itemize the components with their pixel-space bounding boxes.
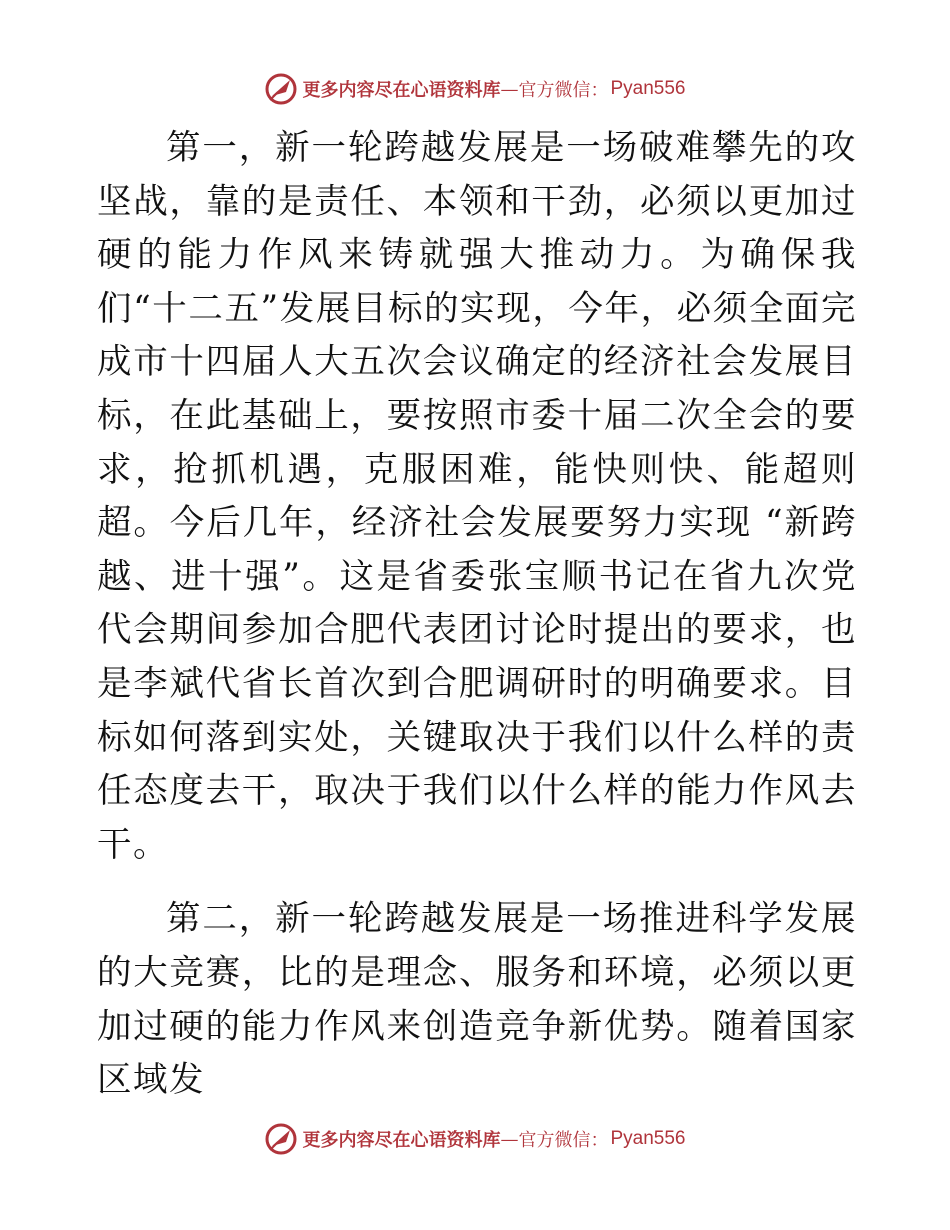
paragraph-1: 第一，新一轮跨越发展是一场破难攀先的攻坚战，靠的是责任、本领和干劲，必须以更加过硬的能力作风来铸就强大推动力。为确保我们“十二五”发展目标的实现，今年，必须全面完成市十四届人大五次会议确定的经济社会发展目标，在此基础上，要按照市委十届二次全会的要求，抢抓机遇，克服困难，能快则快、能超则超。今后几年，经济社会发展要努力实现 “新跨越、进十强”。这是省委张宝顺书记在省九次党代会期间参加合肥代表团讨论时提出的要求，也是李斌代省长首次到合肥调研时的明确要求。目标如何落到实处，关键取决于我们以什么样的责任态度去干，取决于我们以什么样的能力作风去干。: [97, 128, 857, 865]
quill-logo-icon: [264, 72, 298, 106]
banner-text: 更多内容尽在心语资料库: [302, 80, 501, 101]
footer-banner: [0, 1122, 950, 1156]
banner-separator: —: [500, 1128, 519, 1150]
banner-label: 官方微信：: [518, 80, 609, 101]
banner-separator: —: [500, 78, 519, 100]
banner-label: 官方微信：: [518, 1130, 609, 1151]
header-banner: [0, 72, 950, 106]
banner-wechat-id: Pyan556: [610, 78, 686, 99]
document-body: [97, 122, 857, 1108]
banner-wechat-id: Pyan556: [610, 1128, 686, 1149]
banner-text: 更多内容尽在心语资料库: [302, 1130, 501, 1151]
quill-logo-icon: [264, 1122, 298, 1156]
paragraph-2: 第二，新一轮跨越发展是一场推进科学发展的大竞赛，比的是理念、服务和环境，必须以更加过硬的能力作风来创造竞争新优势。随着国家区域发: [97, 899, 857, 1101]
